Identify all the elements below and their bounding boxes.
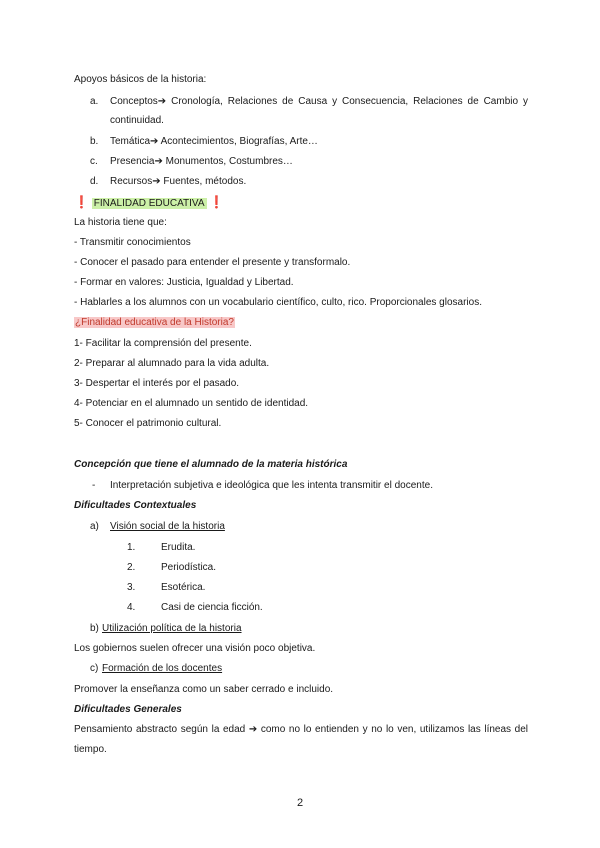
finalidad-item: - Conocer el pasado para entender el presente y transformalo. [74, 257, 351, 268]
question-item: 5- Conocer el patrimonio cultural. [74, 418, 222, 429]
concepcion-heading: Concepción que tiene el alumnado de la materia histórica [74, 459, 348, 470]
dificultades-contextuales-heading: Dificultades Contextuales [74, 500, 197, 511]
apoyos-item-b: Temática➔ Acontecimientos, Biografías, Arte… [110, 136, 318, 147]
vision-item: 1. Erudita. [127, 542, 196, 553]
question-item: 3- Despertar el interés por el pasado. [74, 378, 240, 389]
finalidad-item: - Formar en valores: Justicia, Igualdad y Libertad. [74, 277, 294, 288]
apoyos-item-a-line1: Conceptos➔ Cronología, Relaciones de Causa y Consecuencia, Relaciones de Cambio y [110, 96, 528, 107]
apoyos-heading: Apoyos básicos de la historia: [74, 74, 207, 85]
apoyos-marker-c: c. [90, 156, 98, 167]
apoyos-item-c: Presencia➔ Monumentos, Costumbres… [110, 156, 293, 167]
question-item: 4- Potenciar en el alumnado un sentido de identidad. [74, 398, 309, 409]
concepcion-item: Interpretación subjetiva e ideológica que les intenta transmitir el docente. [110, 480, 433, 491]
formacion-docentes-label: Formación de los docentes [102, 663, 223, 674]
question-item: 2- Preparar al alumnado para la vida adulta. [74, 358, 270, 369]
dificultades-generales-line1: Pensamiento abstracto según la edad ➔ como no lo entienden y no lo ven, utilizamos las líneas del [74, 724, 528, 735]
finalidad-heading [74, 195, 224, 211]
concepcion-marker: - [92, 480, 96, 491]
apoyos-item-a-line2: continuidad. [110, 115, 164, 126]
vision-social-label: Visión social de la historia [110, 521, 225, 532]
vision-item: 4. Casi de ciencia ficción. [127, 602, 263, 613]
question-title: ¿Finalidad educativa de la Historia? [75, 317, 234, 328]
vision-item: 3. Esotérica. [127, 582, 206, 593]
utilizacion-politica-label: Utilización política de la historia [102, 623, 242, 634]
apoyos-marker-b: b. [90, 136, 99, 147]
formacion-docentes-text: Promover la enseñanza como un saber cerrado e incluido. [74, 684, 334, 695]
utilizacion-politica-marker: b) [90, 623, 99, 634]
question-item: 1- Facilitar la comprensión del presente. [74, 338, 252, 349]
formacion-docentes-marker: c) [90, 663, 99, 674]
finalidad-intro: La historia tiene que: [74, 217, 167, 228]
finalidad-title: FINALIDAD EDUCATIVA [93, 198, 205, 209]
exclamation-icon: ❗ [74, 195, 89, 209]
vision-item: 2. Periodística. [127, 562, 217, 573]
visión-social-marker: a) [90, 521, 99, 532]
apoyos-item-d: Recursos➔ Fuentes, métodos. [110, 176, 247, 187]
dificultades-generales-heading: Dificultades Generales [74, 704, 182, 715]
question-heading [74, 316, 235, 330]
exclamation-icon: ❗ [209, 195, 225, 209]
page-number: 2 [296, 797, 304, 809]
finalidad-item: - Hablarles a los alumnos con un vocabulario científico, culto, rico. Proporcionales glosarios. [74, 297, 482, 308]
utilizacion-politica-text: Los gobiernos suelen ofrecer una visión poco objetiva. [74, 643, 316, 654]
dificultades-generales-line2: tiempo. [74, 744, 107, 755]
apoyos-marker-d: d. [90, 176, 99, 187]
apoyos-marker-a: a. [90, 96, 99, 107]
finalidad-item: - Transmitir conocimientos [74, 237, 191, 248]
